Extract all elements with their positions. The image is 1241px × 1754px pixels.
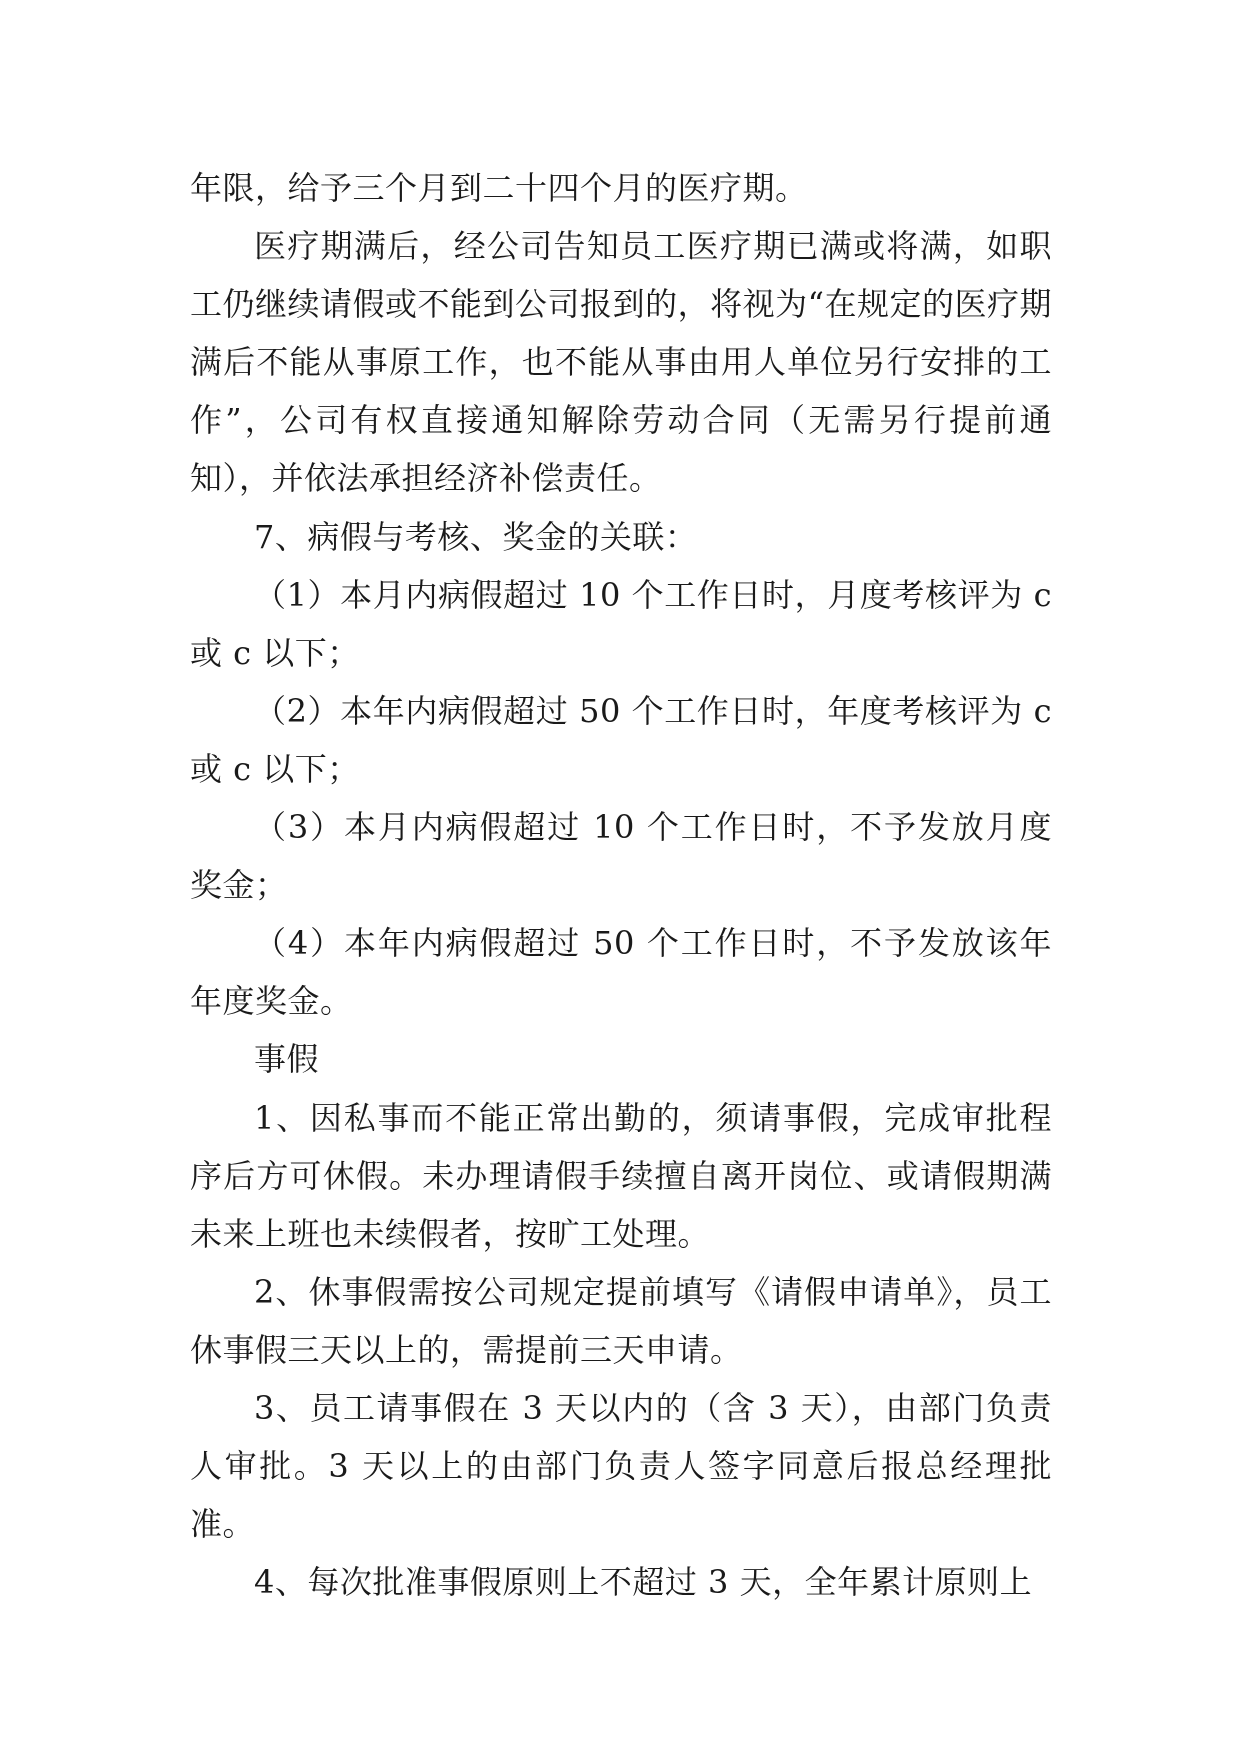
paragraph-sick-leave-rule-2: （2）本年内病假超过 50 个工作日时，年度考核评为 c 或 c 以下； xyxy=(190,691,1052,788)
paragraph-medical-period-end: 年限，给予三个月到二十四个月的医疗期。 xyxy=(190,169,808,207)
document-body xyxy=(190,159,1052,1611)
paragraph-sick-leave-rule-3: （3）本月内病假超过 10 个工作日时，不予发放月度奖金； xyxy=(190,808,1052,905)
paragraph-medical-period-expiry: 医疗期满后，经公司告知员工医疗期已满或将满，如职工仍继续请假或不能到公司报到的，将视为“在规定的医疗期满后不能从事原工作，也不能从事由用人单位另行安排的工作”，公司有权直接通知解除劳动合同（无需另行提前通知），并依法承担经济补偿责任。 xyxy=(190,227,1052,498)
paragraph-sick-leave-assessment-heading: 7、病假与考核、奖金的关联： xyxy=(254,517,698,556)
paragraph-personal-leave-4: 4、每次批准事假原则上不超过 3 天，全年累计原则上 xyxy=(254,1563,1033,1602)
paragraph-personal-leave-1: 1、因私事而不能正常出勤的，须请事假，完成审批程序后方可休假。未办理请假手续擅自离开岗位、或请假期满未来上班也未续假者，按旷工处理。 xyxy=(190,1098,1052,1253)
section-heading-personal-leave: 事假 xyxy=(254,1040,320,1079)
paragraph-personal-leave-3: 3、员工请事假在 3 天以内的（含 3 天），由部门负责人审批。3 天以上的由部门负责人签字同意后报总经理批准。 xyxy=(190,1388,1052,1544)
paragraph-sick-leave-rule-1: （1）本月内病假超过 10 个工作日时，月度考核评为 c 或 c 以下； xyxy=(190,575,1052,672)
paragraph-sick-leave-rule-4: （4）本年内病假超过 50 个工作日时，不予发放该年年度奖金。 xyxy=(190,924,1052,1021)
paragraph-personal-leave-2: 2、休事假需按公司规定提前填写《请假申请单》，员工休事假三天以上的，需提前三天申请。 xyxy=(190,1272,1052,1369)
